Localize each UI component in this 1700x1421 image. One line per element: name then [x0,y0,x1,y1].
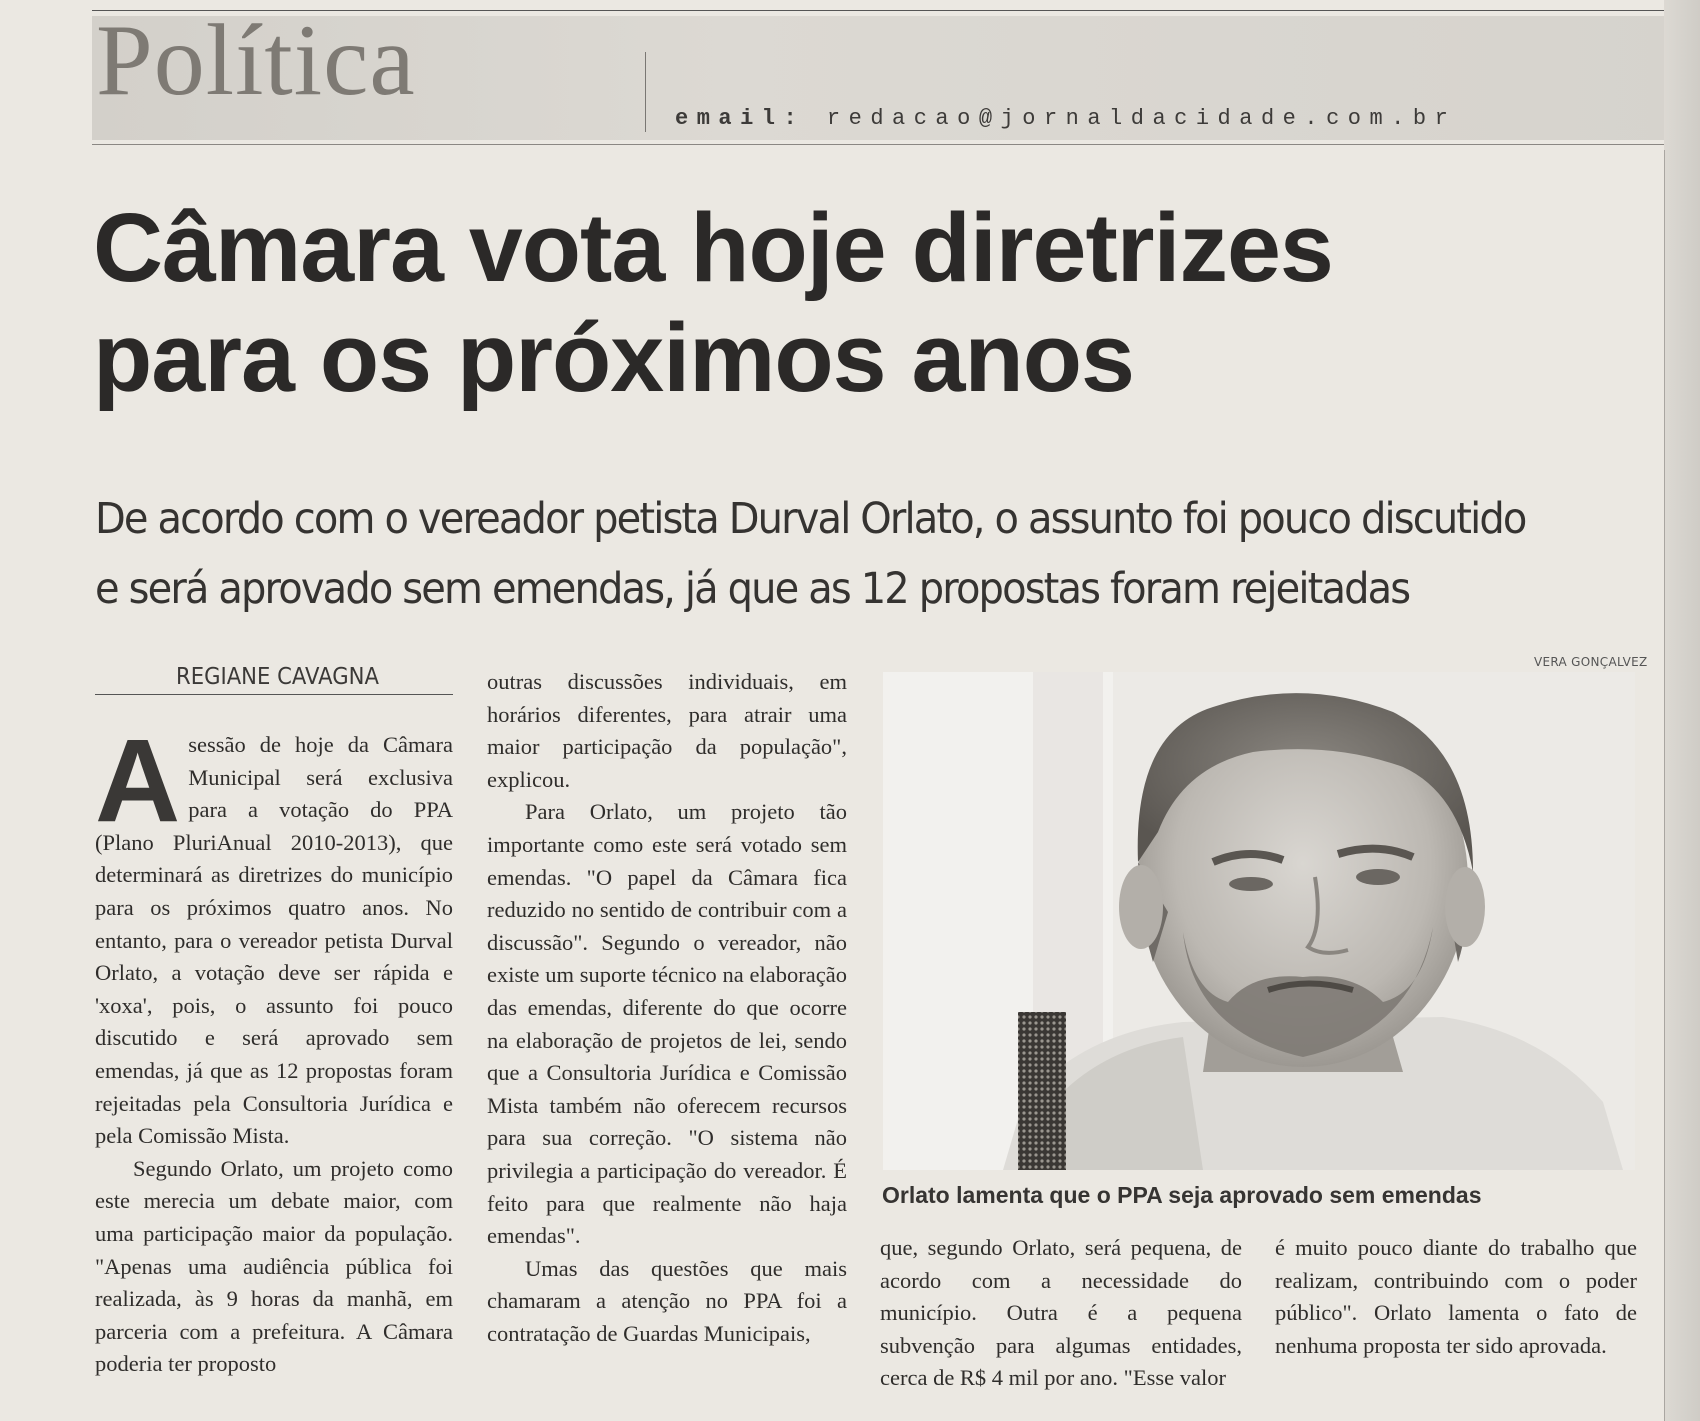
drop-cap: A [95,715,181,847]
email-address: redacao@jornaldacidade.com.br [826,106,1457,131]
paragraph [95,715,453,1153]
paragraph: Umas das questões que mais chamaram a atenção no PPA foi a contratação de Guardas Municipais, [487,1255,847,1346]
page-edge [1664,0,1700,1421]
paragraph: Segundo Orlato, um projeto como este merecia um debate maior, com uma participação maior da população. "Apenas uma audiência pública foi realizada, às 9 horas da manhã, em parceria com a prefeitura. A Câmara poderia ter proposto [95,1155,453,1377]
paragraph: é muito pouco diante do trabalho que realizam, contribuindo com o poder público". Orlato lamenta o fato de nenhuma proposta ter sido aprovada. [1275,1235,1637,1358]
paragraph: que, segundo Orlato, será pequena, de acordo com a necessidade do município. Outra é a pequena subvenção para algumas entidades, cerca de R$ 4 mil por ano. "Esse valor [880,1235,1242,1391]
photo-caption: Orlato lamenta que o PPA seja aprovado sem emendas [882,1182,1482,1208]
article-column-4 [1275,1232,1637,1362]
subheadline-line-1: De acordo com o vereador petista Durval Orlato, o assunto foi pouco discutido [95,494,1526,544]
email-label: email: [675,106,806,131]
header-divider [645,52,646,132]
paragraph: Para Orlato, um projeto tão importante como este será votado sem emendas. "O papel da Câmara fica reduzido no sentido de contribuir com a discussão". Segundo o vereador, não existe um suporte técnico na elaboração das emendas, diferente do que ocorre na elaboração de projetos de lei, sendo que a Consultoria Jurídica e Comissão Mista também não oferecem recursos para sua correção. "O sistema não privilegia a participação do vereador. É feito para que realmente não haja emendas". [487,799,847,1249]
article-photo [883,672,1635,1170]
byline-rule [95,694,453,695]
section-title: Política [96,4,416,117]
subheadline-line-2: e será aprovado sem emendas, já que as 12 propostas foram rejeitadas [95,564,1410,614]
article-column-2 [487,666,847,1350]
headline [93,193,1653,413]
portrait-photo [883,672,1635,1170]
photo-credit: VERA GONÇALVEZ [1534,655,1648,669]
article-column-1 [95,715,453,1381]
paragraph: outras discussões individuais, em horários diferentes, para atrair uma maior participação da população", explicou. [487,669,847,792]
headline-line-1: Câmara vota hoje diretrizes [93,193,1333,302]
article-column-3 [880,1232,1242,1395]
paragraph-text: sessão de hoje da Câmara Municipal será exclusiva para a votação do PPA (Plano PluriAnual 2010-2013), que determinará as diretrizes do município para os próximos quatro anos. No entanto, para o vereador petista Durval Orlato, a votação deve ser rápida e 'xoxa', pois, o assunto foi pouco discutido e será aprovado sem emendas, já que as 12 propostas foram rejeitadas pela Consultoria Jurídica e pela Comissão Mista. [95,732,453,1149]
subheadline [95,484,1546,624]
page-edge-line [1664,150,1665,1421]
header-rule [92,144,1692,145]
byline: REGIANE CAVAGNA [176,664,379,690]
headline-line-2: para os próximos anos [93,303,1134,412]
contact-email [675,106,1456,131]
